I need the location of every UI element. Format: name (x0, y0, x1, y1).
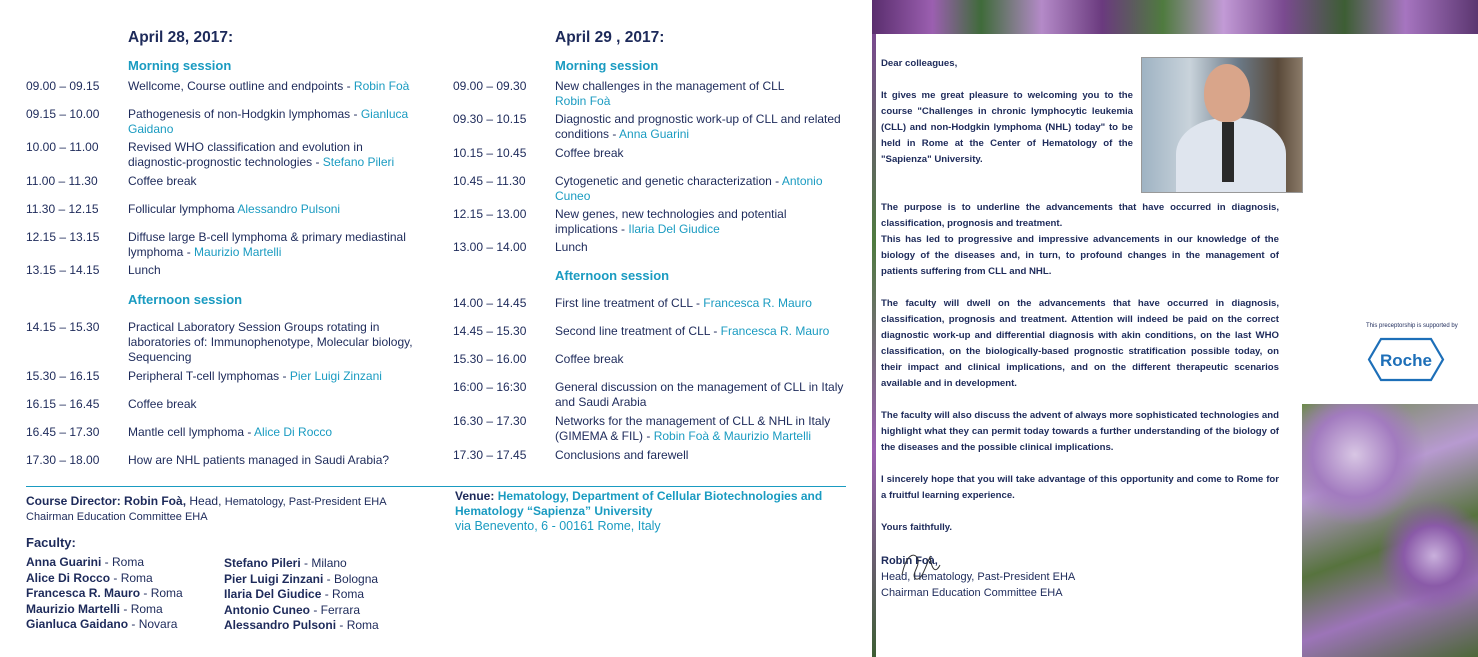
schedule-row (26, 453, 423, 485)
day1-afternoon-heading: Afternoon session (128, 292, 243, 307)
schedule-row (453, 414, 847, 446)
schedule-time: 13.15 – 14.15 (26, 263, 100, 277)
topic-title: How are NHL patients managed in Saudi Arabia? (128, 453, 390, 467)
director-role: Hematology, Past-President EHA (224, 496, 387, 508)
topic-title: Coffee break (555, 352, 624, 366)
flower-banner-image (872, 0, 1478, 34)
faculty-name: Francesca R. Mauro (26, 586, 141, 600)
schedule-time: 16:00 – 16:30 (453, 380, 527, 394)
topic-title: General discussion on the management of CLL in Italy and Saudi Arabia (555, 380, 844, 409)
topic-title: Lunch (128, 263, 161, 277)
schedule-topic (555, 207, 847, 237)
topic-title: Lunch (555, 240, 588, 254)
signature-name: Robin Foà, (881, 555, 938, 567)
schedule-topic (555, 448, 847, 463)
signature-line-3: Chairman Education Committee EHA (881, 587, 1063, 599)
schedule-time: 15.30 – 16.00 (453, 352, 527, 366)
schedule-topic (128, 230, 423, 260)
letter-paragraph-4: The faculty will dwell on the advancements that have occurred in diagnosis, classification, prognosis and treatment. Attention will indeed be paid on the correct diagnostic work-up and differential diagnosis with akin conditions, on the last WHO classification, on the biologically-based prognostic stratification possible today, on their impact and clinical implications, and on the different therapeutic scenarios available and in development. (881, 298, 1279, 389)
faculty-name: Maurizio Martelli (26, 601, 121, 616)
schedule-time: 09.30 – 10.15 (453, 112, 527, 126)
speaker-name: Robin Foà & Maurizio Martelli (653, 429, 812, 443)
schedule-row (453, 174, 847, 206)
schedule-row (26, 263, 423, 295)
venue (455, 489, 845, 534)
schedule-row (453, 79, 847, 111)
speaker-name: Maurizio Martelli (194, 245, 282, 259)
speaker-name: Anna Guarini (619, 127, 690, 141)
speaker-name: Alessandro Pulsoni (237, 202, 341, 216)
speaker-name: Francesca R. Mauro (703, 296, 812, 310)
faculty-member: Maurizio Martelli - Roma (26, 601, 163, 616)
schedule-topic (555, 352, 847, 367)
letter-paragraph-2: The purpose is to underline the advancements that have occurred in diagnosis, classification, prognosis and treatment. (881, 202, 1279, 229)
faculty-member: Pier Luigi Zinzani - Bologna (224, 571, 379, 586)
director-head: Head, (189, 494, 222, 508)
schedule-topic (555, 324, 847, 339)
topic-title: Second line treatment of CLL - (555, 324, 718, 338)
flower-border-image (872, 34, 876, 657)
schedule-topic (128, 107, 423, 137)
faculty-city: Novara (138, 617, 178, 631)
schedule-topic (128, 425, 423, 440)
topic-title: Cytogenetic and genetic characterization - (555, 174, 780, 188)
schedule-time: 11.00 – 11.30 (26, 174, 98, 188)
topic-title: Peripheral T-cell lymphomas - (128, 369, 287, 383)
faculty-name: Pier Luigi Zinzani (224, 571, 324, 586)
letter-paragraph-1: It gives me great pleasure to welcoming you to the course "Challenges in chronic lymphocytic leukemia (CLL) and non-Hodgkin lymphoma (NHL) today" to be held in Rome at the Center of Hematology of the "Sapienza" University. (881, 90, 1133, 165)
schedule-time: 13.00 – 14.00 (453, 240, 527, 254)
faculty-city: Roma (150, 586, 183, 600)
topic-title: Mantle cell lymphoma - (128, 425, 252, 439)
faculty-city: Roma (112, 555, 145, 569)
signature-line-2: Head, Hematology, Past-President EHA (881, 571, 1076, 583)
faculty-name: Ilaria Del Giudice (224, 587, 322, 601)
topic-title: Diffuse large B-cell lymphoma & primary mediastinal lymphoma - (128, 230, 406, 259)
schedule-time: 17.30 – 17.45 (453, 448, 527, 462)
topic-title: Diagnostic and prognostic work-up of CLL and related conditions - (555, 112, 841, 141)
schedule-row (26, 107, 423, 139)
faculty-name: Antonio Cuneo (224, 602, 310, 617)
day2-title: April 29 , 2017: (555, 29, 665, 46)
schedule-row (26, 320, 423, 364)
roche-logo (1367, 337, 1445, 382)
schedule-topic (128, 174, 423, 189)
roche-logo-text: Roche (1380, 351, 1432, 370)
schedule-topic (555, 414, 847, 444)
letter-greeting: Dear colleagues, (881, 58, 958, 69)
schedule-topic (555, 296, 847, 311)
schedule-time: 16.45 – 17.30 (26, 425, 100, 439)
day2-morning-heading: Morning session (555, 58, 659, 73)
schedule-topic (128, 263, 423, 278)
schedule-topic (555, 146, 847, 161)
venue-address: via Benevento, 6 - 00161 Rome, Italy (455, 519, 661, 533)
letter-paragraph-6: I sincerely hope that you will take advantage of this opportunity and come to Rome for a fruitful learning experience. (881, 474, 1279, 501)
schedule-topic (128, 140, 423, 170)
topic-title: Revised WHO classification and evolution in diagnostic-prognostic technologies - (128, 140, 363, 169)
director-label: Course Director: (26, 494, 121, 508)
faculty-member: Gianluca Gaidano - Novara (26, 617, 178, 631)
schedule-time: 17.30 – 18.00 (26, 453, 100, 467)
venue-label: Venue: (455, 489, 495, 503)
speaker-name: Stefano Pileri (322, 155, 395, 169)
schedule-topic (128, 397, 423, 412)
schedule-topic (555, 174, 847, 204)
schedule-topic (555, 112, 847, 142)
schedule-time: 16.30 – 17.30 (453, 414, 527, 428)
letter-paragraph-3: This has led to progressive and impressive advancements in our knowledge of the biology of the diseases and, in turn, to profound changes in the management of patients suffering from CLL and NHL. (881, 234, 1279, 277)
speaker-name: Francesca R. Mauro (720, 324, 830, 338)
faculty-member: Anna Guarini - Roma (26, 555, 145, 569)
schedule-topic (555, 79, 847, 109)
schedule-row (453, 448, 847, 480)
faculty-name: Gianluca Gaidano (26, 617, 129, 631)
faculty-city: Milano (311, 556, 347, 570)
faculty-label: Faculty: (26, 535, 76, 550)
topic-title: Coffee break (128, 174, 197, 188)
faculty-member: Ilaria Del Giudice - Roma (224, 587, 365, 601)
topic-title: Conclusions and farewell (555, 448, 689, 462)
schedule-time: 14.45 – 15.30 (453, 324, 527, 338)
faculty-member: Alessandro Pulsoni - Roma (224, 618, 379, 632)
topic-title: New genes, new technologies and potential implications - (555, 207, 787, 236)
schedule-time: 10.45 – 11.30 (453, 174, 526, 188)
schedule-topic (128, 202, 423, 217)
faculty-city: Bologna (334, 571, 379, 586)
footer-divider (26, 486, 846, 487)
speaker-name: Robin Foà (555, 94, 611, 108)
faculty-name: Alessandro Pulsoni (224, 618, 337, 632)
flower-corner-image (1302, 404, 1478, 657)
schedule-topic (128, 453, 423, 468)
schedule-time: 16.15 – 16.45 (26, 397, 100, 411)
faculty-name: Stefano Pileri (224, 556, 301, 570)
faculty-city: Roma (332, 587, 365, 601)
topic-title: Practical Laboratory Session Groups rotating in laboratories of: Immunophenotype, Molecular biology, Sequencing (128, 320, 413, 364)
topic-title: Wellcome, Course outline and endpoints - (128, 79, 351, 93)
letter-closing: Yours faithfully. (881, 522, 953, 533)
director-line2: Chairman Education Committee EHA (26, 511, 208, 523)
schedule-topic (128, 79, 423, 94)
faculty-column-1 (26, 555, 216, 633)
schedule-time: 09.00 – 09.30 (453, 79, 527, 93)
schedule-time: 12.15 – 13.15 (26, 230, 100, 244)
handwritten-signature (896, 545, 946, 585)
topic-title: First line treatment of CLL - (555, 296, 700, 310)
schedule-topic (128, 369, 423, 384)
day1-title: April 28, 2017: (128, 29, 234, 46)
schedule-topic (128, 320, 423, 365)
letter-paragraph-5: The faculty will also discuss the advent of always more sophisticated technologies and highlight what they can permit today towards a further understanding of the biology of the diseases and the possible clinical implications. (881, 410, 1279, 453)
topic-title: Pathogenesis of non-Hodgkin lymphomas - (128, 107, 358, 121)
faculty-city: Roma (346, 618, 379, 632)
faculty-city: Roma (120, 570, 153, 585)
schedule-time: 09.15 – 10.00 (26, 107, 100, 121)
schedule-time: 12.15 – 13.00 (453, 207, 527, 221)
day2-afternoon-heading: Afternoon session (555, 268, 670, 283)
speaker-name: Pier Luigi Zinzani (289, 369, 382, 383)
schedule-row (453, 112, 847, 144)
schedule-time: 11.30 – 12.15 (26, 202, 99, 216)
schedule-time: 09.00 – 09.15 (26, 79, 100, 93)
topic-title: Coffee break (128, 397, 197, 411)
faculty-city: Roma (130, 601, 163, 616)
speaker-name: Ilaria Del Giudice (628, 222, 720, 236)
schedule-time: 10.00 – 11.00 (26, 140, 99, 154)
topic-title: Coffee break (555, 146, 624, 160)
course-director (26, 494, 446, 525)
director-name: Robin Foà, (124, 494, 187, 508)
schedule-row (453, 207, 847, 239)
faculty-member: Antonio Cuneo - Ferrara (224, 602, 360, 617)
schedule-row (26, 140, 423, 172)
schedule-time: 14.00 – 14.45 (453, 296, 527, 310)
faculty-name: Anna Guarini (26, 555, 102, 569)
venue-name: Hematology, Department of Cellular Biotechnologies and Hematology “Sapienza” University (455, 489, 823, 518)
sponsor-note: This preceptorship is supported by (1366, 323, 1458, 329)
faculty-member: Francesca R. Mauro - Roma (26, 586, 183, 600)
schedule-time: 10.15 – 10.45 (453, 146, 527, 160)
faculty-member: Stefano Pileri - Milano (224, 556, 347, 570)
topic-title: New challenges in the management of CLL (555, 79, 785, 93)
schedule-time: 14.15 – 15.30 (26, 320, 100, 334)
faculty-name: Alice Di Rocco (26, 570, 111, 585)
schedule-row (453, 380, 847, 412)
topic-title: Networks for the management of CLL & NHL in Italy (GIMEMA & FIL) - (555, 414, 831, 443)
schedule-topic (555, 240, 847, 255)
speaker-name: Robin Foà (353, 79, 410, 93)
speaker-name: Antonio Cuneo (555, 174, 823, 203)
speaker-name: Gianluca Gaidano (128, 107, 409, 136)
faculty-city: Ferrara (320, 602, 360, 617)
faculty-column-2 (224, 556, 414, 634)
faculty-member: Alice Di Rocco - Roma (26, 570, 153, 585)
schedule-topic (555, 380, 847, 410)
welcome-letter (881, 56, 1279, 536)
schedule-row (26, 230, 423, 262)
topic-title: Follicular lymphoma (128, 202, 235, 216)
speaker-name: Alice Di Rocco (254, 425, 333, 439)
day1-morning-heading: Morning session (128, 58, 232, 73)
schedule-time: 15.30 – 16.15 (26, 369, 100, 383)
